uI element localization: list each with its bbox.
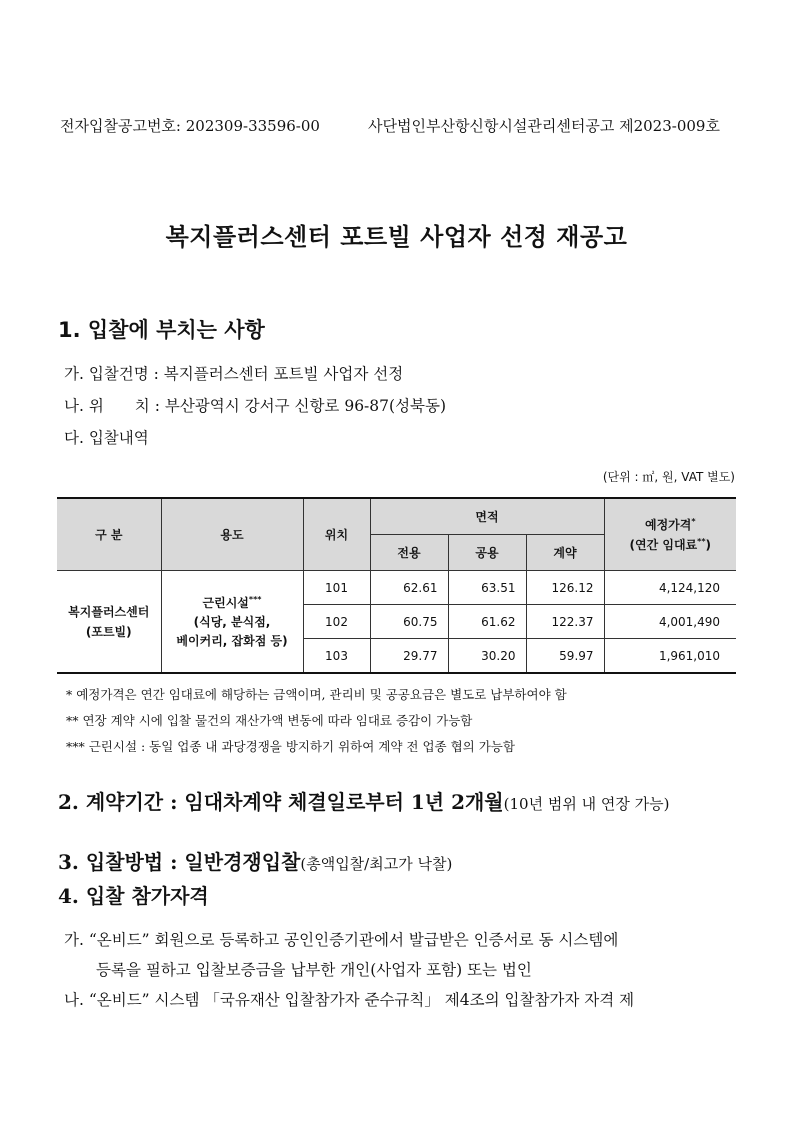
location-cell: 101 — [303, 571, 370, 605]
contract-area-cell: 126.12 — [526, 571, 604, 605]
item-location: 나. 위 치 : 부산광역시 강서구 신항로 96-87(성북동) — [64, 397, 447, 415]
eligibility-item-ga-continued: 등록을 필하고 입찰보증금을 납부한 개인(사업자 포함) 또는 법인 — [96, 961, 532, 979]
section-4-heading: 4. 입찰 참가자격 — [58, 884, 209, 908]
contract-area-cell: 59.97 — [526, 639, 604, 674]
item-bid-name: 가. 입찰건명 : 복지플러스센터 포트빌 사업자 선정 — [64, 365, 404, 383]
header-price: 예정가격* (연간 임대료**) — [604, 498, 736, 571]
location-cell: 103 — [303, 639, 370, 674]
bid-details-table — [57, 497, 736, 674]
header-use: 용도 — [161, 498, 303, 571]
table-header-row — [57, 498, 736, 535]
exclusive-area-cell: 60.75 — [370, 605, 448, 639]
footnote-price: * 예정가격은 연간 임대료에 해당하는 금액이며, 관리비 및 공공요금은 별도로 납부하여야 함 — [66, 687, 567, 702]
contract-area-cell: 122.37 — [526, 605, 604, 639]
eligibility-item-ga: 가. “온비드” 회원으로 등록하고 공인인증기관에서 발급받은 인증서로 동 시스템에 — [64, 931, 619, 949]
header-contract-area: 계약 — [526, 535, 604, 571]
section-3-heading: 3. 입찰방법 : 일반경쟁입찰(총액입찰/최고가 낙찰) — [58, 850, 453, 874]
footnote-extension: ** 연장 계약 시에 입찰 물건의 재산가액 변동에 따라 임대료 증감이 가능함 — [66, 713, 473, 728]
common-area-cell: 61.62 — [448, 605, 526, 639]
price-cell: 4,001,490 — [604, 605, 736, 639]
item-bid-details: 다. 입찰내역 — [64, 429, 149, 447]
organization-notice-number: 사단법인부산항신항시설관리센터공고 제2023-009호 — [368, 117, 720, 135]
unit-label: (단위 : ㎡, 원, VAT 별도) — [602, 470, 735, 484]
eligibility-item-na: 나. “온비드” 시스템 「국유재산 입찰참가자 준수규칙」 제4조의 입찰참가자 자격 제 — [64, 991, 635, 1009]
header-gubun: 구 분 — [57, 498, 161, 571]
price-cell: 4,124,120 — [604, 571, 736, 605]
facility-name-cell: 복지플러스센터 (포트빌) — [57, 571, 161, 674]
document-title: 복지플러스센터 포트빌 사업자 선정 재공고 — [165, 223, 628, 251]
section-2-heading: 2. 계약기간 : 임대차계약 체결일로부터 1년 2개월(10년 범위 내 연장 가능) — [58, 790, 670, 814]
header-location: 위치 — [303, 498, 370, 571]
use-cell: 근린시설*** (식당, 분식점, 베이커리, 잡화점 등) — [161, 571, 303, 674]
table-row — [57, 571, 736, 605]
common-area-cell: 30.20 — [448, 639, 526, 674]
price-cell: 1,961,010 — [604, 639, 736, 674]
section-1-heading: 1. 입찰에 부치는 사항 — [58, 318, 265, 342]
footnote-facility: *** 근린시설 : 동일 업종 내 과당경쟁을 방지하기 위하여 계약 전 업종 협의 가능함 — [66, 739, 515, 754]
exclusive-area-cell: 62.61 — [370, 571, 448, 605]
exclusive-area-cell: 29.77 — [370, 639, 448, 674]
header-area: 면적 — [370, 498, 604, 535]
common-area-cell: 63.51 — [448, 571, 526, 605]
notice-number: 전자입찰공고번호: 202309-33596-00 — [60, 117, 320, 135]
header-common-area: 공용 — [448, 535, 526, 571]
location-cell: 102 — [303, 605, 370, 639]
header-exclusive-area: 전용 — [370, 535, 448, 571]
